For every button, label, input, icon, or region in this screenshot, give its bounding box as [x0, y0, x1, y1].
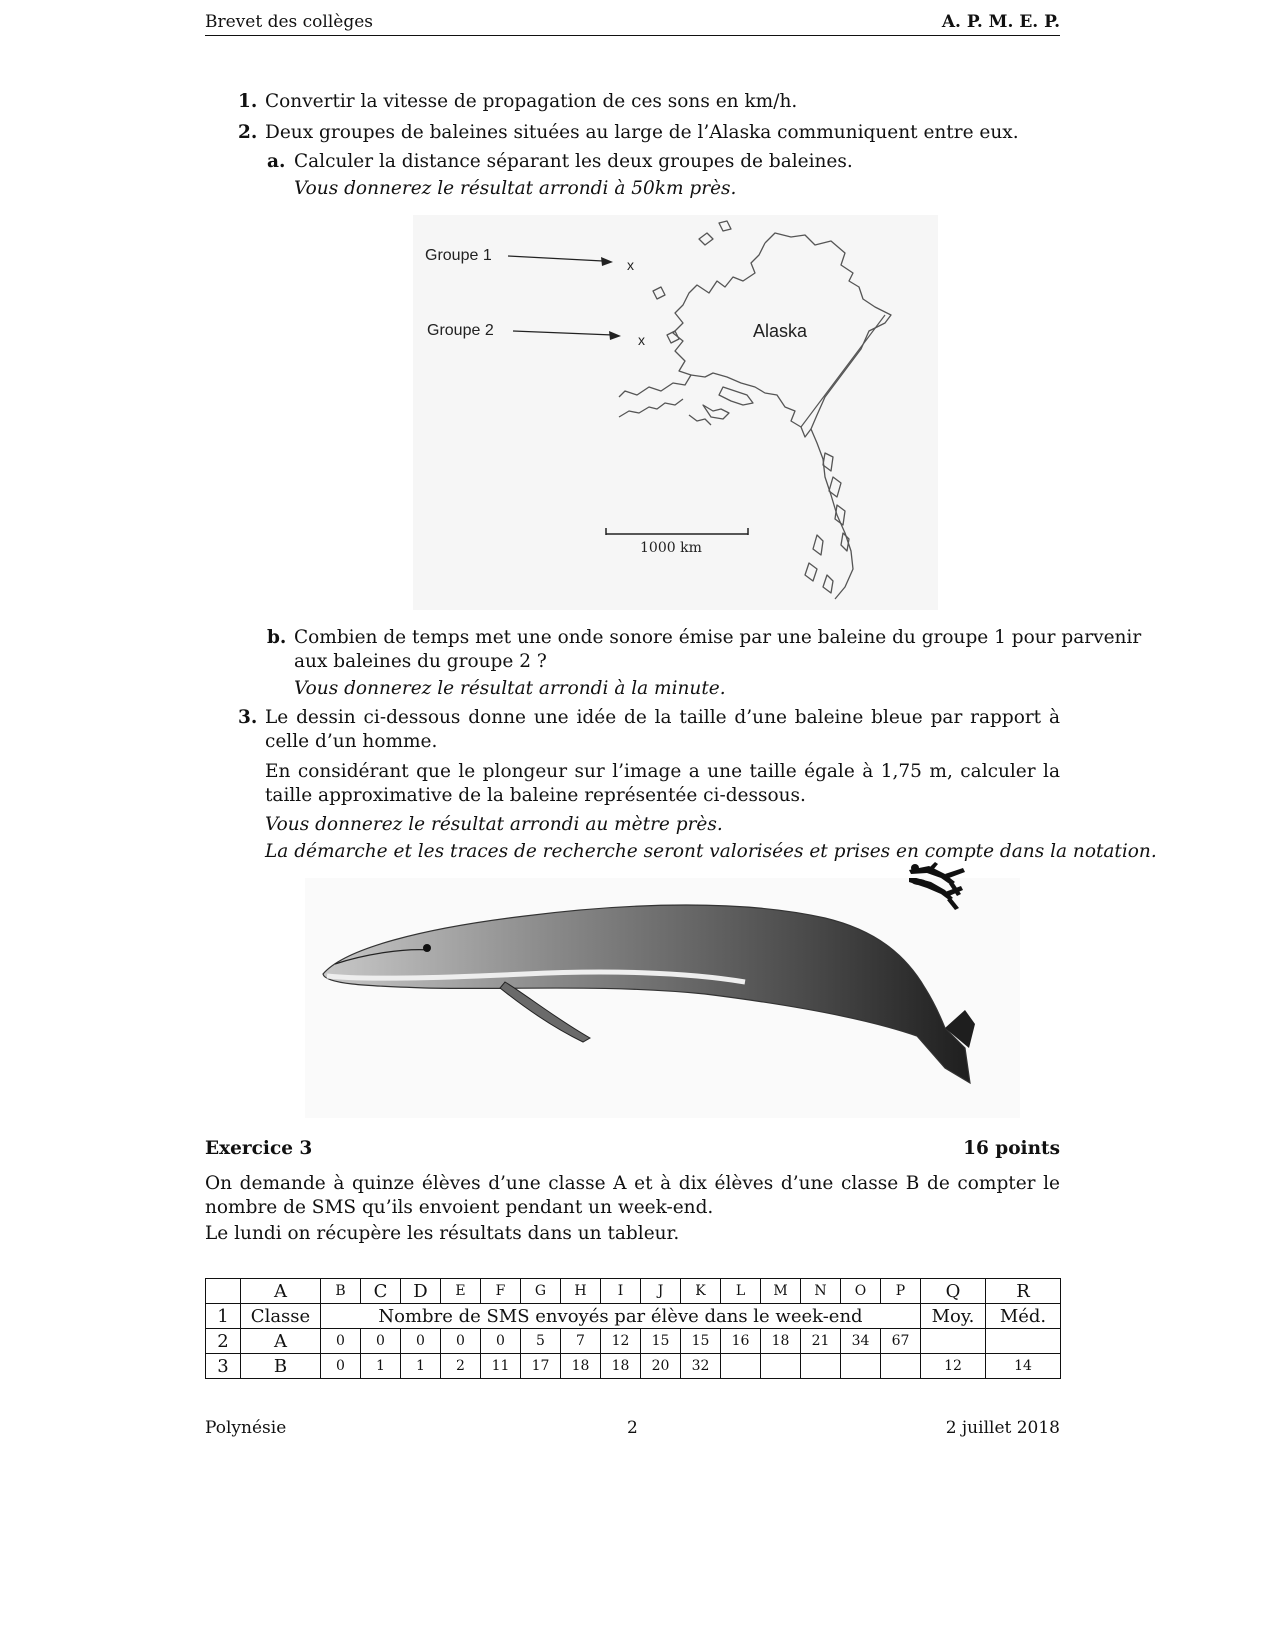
col-header: O: [841, 1279, 881, 1304]
col-header: J: [641, 1279, 681, 1304]
q2b-line2: aux baleines du groupe 2 ?: [294, 651, 547, 672]
header-right: A. P. M. E. P.: [941, 12, 1060, 32]
col-header: G: [521, 1279, 561, 1304]
table-cell: 0: [401, 1329, 441, 1354]
col-header: K: [681, 1279, 721, 1304]
table-cell: 18: [561, 1354, 601, 1379]
row-index: 1: [206, 1304, 241, 1329]
row-index: 3: [206, 1354, 241, 1379]
col-header: Q: [921, 1279, 986, 1304]
table-cell: [761, 1354, 801, 1379]
exercise3-intro2: Le lundi on récupère les résultats dans un tableur.: [205, 1223, 680, 1244]
table-cell: 32: [681, 1354, 721, 1379]
footer-left: Polynésie: [205, 1418, 287, 1438]
table-cell: 0: [321, 1354, 361, 1379]
header-rule: [205, 35, 1060, 36]
table-cell: [986, 1329, 1061, 1354]
table-cell: 18: [601, 1354, 641, 1379]
q3-hint2: La démarche et les traces de recherche seront valorisées et prises en compte dans la notation.: [265, 841, 1157, 862]
q3-text1: Le dessin ci-dessous donne une idée de la taille d’une baleine bleue par rapport à celle d’un homme.: [265, 707, 1060, 752]
table-cell: 15: [641, 1329, 681, 1354]
blue-whale-drawing: [305, 878, 1020, 1118]
table-cell: 0: [441, 1329, 481, 1354]
table-cell: 1: [401, 1354, 441, 1379]
col-header: E: [441, 1279, 481, 1304]
table-cell: 18: [761, 1329, 801, 1354]
exercise3-intro: On demande à quinze élèves d’une classe A et à dix élèves d’une classe B de compter le nombre de SMS qu’ils envoient pendant un week-end.: [205, 1173, 1060, 1218]
table-cell-title: Nombre de SMS envoyés par élève dans le week-end: [321, 1304, 921, 1329]
map-label-alaska: Alaska: [753, 321, 808, 341]
table-cell: [881, 1354, 921, 1379]
table-cell: 7: [561, 1329, 601, 1354]
col-header: N: [801, 1279, 841, 1304]
q3-hint1: Vous donnerez le résultat arrondi au mètre près.: [265, 814, 723, 835]
col-header: B: [321, 1279, 361, 1304]
col-header: L: [721, 1279, 761, 1304]
group2-marker: x: [638, 332, 645, 348]
q2-text: Deux groupes de baleines situées au large de l’Alaska communiquent entre eux.: [265, 122, 1019, 143]
q2b-number: b.: [267, 627, 287, 648]
table-cell: 0: [361, 1329, 401, 1354]
q3-text2: En considérant que le plongeur sur l’image a une taille égale à 1,75 m, calculer la taille approximative de la baleine représentée ci-dessous.: [265, 761, 1060, 806]
table-cell: Classe: [241, 1304, 321, 1329]
table-cell: 14: [986, 1354, 1061, 1379]
col-header: P: [881, 1279, 921, 1304]
q1-number: 1.: [238, 91, 258, 112]
q2b-line1: Combien de temps met une onde sonore émise par une baleine du groupe 1 pour parvenir: [294, 627, 1142, 648]
q2a-number: a.: [267, 151, 286, 172]
col-header: M: [761, 1279, 801, 1304]
table-row: [206, 1304, 1061, 1329]
map-label-group2: Groupe 2: [427, 322, 494, 339]
group1-marker: x: [627, 257, 634, 273]
row-index: 2: [206, 1329, 241, 1354]
footer-right: 2 juillet 2018: [945, 1418, 1060, 1438]
table-cell: [801, 1354, 841, 1379]
table-cell: 12: [601, 1329, 641, 1354]
q2-number: 2.: [238, 122, 258, 143]
col-header: F: [481, 1279, 521, 1304]
table-cell: [921, 1329, 986, 1354]
alaska-map: [413, 215, 938, 610]
table-cell: 15: [681, 1329, 721, 1354]
table-cell: 67: [881, 1329, 921, 1354]
q2b-hint: Vous donnerez le résultat arrondi à la minute.: [294, 678, 726, 699]
col-header: C: [361, 1279, 401, 1304]
table-cell: Méd.: [986, 1304, 1061, 1329]
table-cell: B: [241, 1354, 321, 1379]
corner-cell: [206, 1279, 241, 1304]
table-cell: A: [241, 1329, 321, 1354]
table-cell: 2: [441, 1354, 481, 1379]
scale-label: 1000 km: [640, 540, 702, 556]
table-cell: 0: [481, 1329, 521, 1354]
table-row: [206, 1329, 1061, 1354]
q2a-hint: Vous donnerez le résultat arrondi à 50km près.: [294, 178, 737, 199]
table-cell: 20: [641, 1354, 681, 1379]
q3-number: 3.: [238, 707, 258, 728]
table-cell: [721, 1354, 761, 1379]
col-header: A: [241, 1279, 321, 1304]
page-number: 2: [627, 1418, 638, 1438]
table-cell: 16: [721, 1329, 761, 1354]
exercise3-title: Exercice 3: [205, 1138, 313, 1159]
table-cell: 12: [921, 1354, 986, 1379]
table-cell: [841, 1354, 881, 1379]
table-cell: 11: [481, 1354, 521, 1379]
sms-spreadsheet-table: [205, 1278, 1061, 1379]
table-row: [206, 1354, 1061, 1379]
table-cell: 0: [321, 1329, 361, 1354]
col-header: D: [401, 1279, 441, 1304]
table-cell: Moy.: [921, 1304, 986, 1329]
col-header: H: [561, 1279, 601, 1304]
map-label-group1: Groupe 1: [425, 247, 492, 264]
col-header: R: [986, 1279, 1061, 1304]
q2a-text: Calculer la distance séparant les deux groupes de baleines.: [294, 151, 853, 172]
table-cell: 34: [841, 1329, 881, 1354]
table-cell: 21: [801, 1329, 841, 1354]
q1-text: Convertir la vitesse de propagation de ces sons en km/h.: [265, 91, 798, 112]
diver-icon: [905, 858, 975, 898]
table-cell: 5: [521, 1329, 561, 1354]
exercise3-points: 16 points: [963, 1138, 1060, 1159]
table-cell: 1: [361, 1354, 401, 1379]
col-header: I: [601, 1279, 641, 1304]
table-cell: 17: [521, 1354, 561, 1379]
table-row: [206, 1279, 1061, 1304]
header-left: Brevet des collèges: [205, 12, 374, 32]
